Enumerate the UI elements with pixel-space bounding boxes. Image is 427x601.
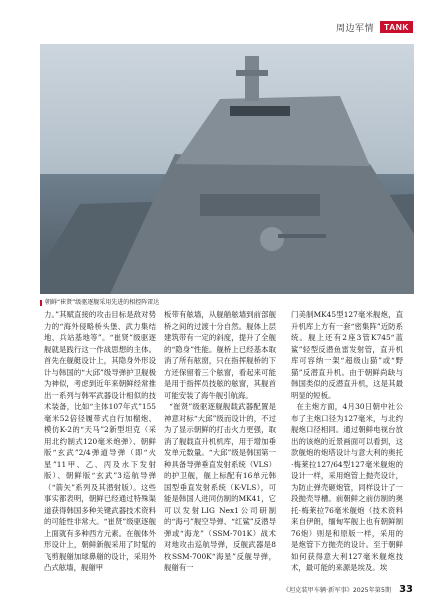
body-column-1: 力。”其赋直接的攻击目标是敌对势力的“海外侵略桥头堡、武力集结地、兵站基地等”。“崔贤”级驱逐舰就是践行这一作战思想的主体。首先在舰艇设计上，其隐身外形设计与韩国的“大邱”级导弹护卫舰极为神似，考虑到近年来朝鲜经常推出一系列与韩军武器设计相似的技术装备，比如“主体107年式”155毫米52倍径履带式自行加榴炮、模仿K-2的“天马”2新型坦克（采用北约制式120毫米炮弹）、朝鲜版“玄武”2/4弹道导弹（即“火星”11甲、乙、丙及水下发射版）、朝鲜版“玄武”3巡航导弹（“箭矢”系列及其潜射版）。这些事实都表明，朝鲜已经通过特殊渠道获得韩国多种关键武器技术资料的可能性非常大。“崔贤”级驱逐舰上面就有多种西方元素。在舰体外形设计上，朝鲜新舰采用了时髦的飞剪舰艏加球鼻艏的设计，采用外凸式舷墙，舰艏甲 (44, 310, 156, 572)
bridge-window (230, 106, 290, 116)
gun-turret (260, 227, 284, 251)
ship-illustration (40, 44, 414, 294)
issue-info: 《坦克装甲车辆·新军事》2025年第5期 (282, 587, 392, 594)
page-number: 33 (399, 584, 413, 595)
body-column-2: 板带有舷墙，从舰艏舷墙到前部舰桥之间的过渡十分自然。舰体上层建筑带有一定的斜度，提升了全舰的“隐身”性能。舰桥上已经基本取消了所有舷窗，只在指挥舰桥的下方还保留着三个舷窗，看起来可能是用于指挥员技舷的舷窗，其舰首可能安装了海牛舰引航海。 “崔贤”级驱逐舰舰载武器配置是神意对标“大邱”级而设计的，不过为了显示朝鲜的打击火力更强，取消了舰载直升机机库，用于增加垂发单元数量。“大邱”级是韩国第一种具备导弹垂直发射系统（VLS）的护卫舰，舰上标配有16单元韩国型垂直发射系统（K-VLS），可能是韩国人进同仿制的MK41，它可以发射LIG Nex1公司研制的“海弓”舰空导弹、“红鲨”反潜导弹或“海龙”（SSM-701K）战术对地攻击巡航导弹，反舰武器是8枚SSM-700K“海星”反舰导弹，舰艏有一 (164, 310, 276, 572)
page-footer (0, 584, 413, 595)
hull (110, 154, 414, 294)
mast-yard (236, 70, 268, 76)
vls-deck (200, 194, 320, 216)
figure-caption: 朝鲜“崔贤”级驱逐舰采用先进的相控阵雷达 (40, 297, 414, 306)
body-column-3: 门美制MK45型127毫米舰炮，直升机库上方有一套“密集阵”近防系统。舰上还有2座3管K745“蓝鲨”轻型反潜鱼雷发射管，直升机库可容纳一架“超级山猫”或“野猫”反潜直升机。由于朝鲜尚缺与韩国类似的反潜直升机，这是其最明显的短板。 在主炮方面，4月30日朝中社公布了主炮口径为127毫米，与北约舰炮口径相同。通过朝鲜电视台放出的该炮的近景画面可以看到，这款舰炮的炮塔设计与意大利的奥托·梅莱拉127/64型127毫米舰炮的设计一样，采用炮管上抛壳设计，为防止弹壳砸炮管，同样设计了一段抛壳导槽。前朝鲜之前仿制的奥托·梅莱拉76毫米舰炮（技术资料来自伊朗，缅甸军舰上也有朝鲜制76炮）则是和原版一样，采用的是炮管下方抛壳的设计。至于朝鲜如何获得意大利127毫米舰炮技术，最可能的来源是埃及。埃 (291, 310, 404, 572)
mast (245, 56, 259, 101)
section-title: 周边军情 (336, 23, 375, 34)
page-header (336, 20, 413, 34)
gun-barrel (278, 234, 326, 238)
section-tag: TANK (380, 21, 413, 33)
warship-photo (40, 44, 414, 294)
